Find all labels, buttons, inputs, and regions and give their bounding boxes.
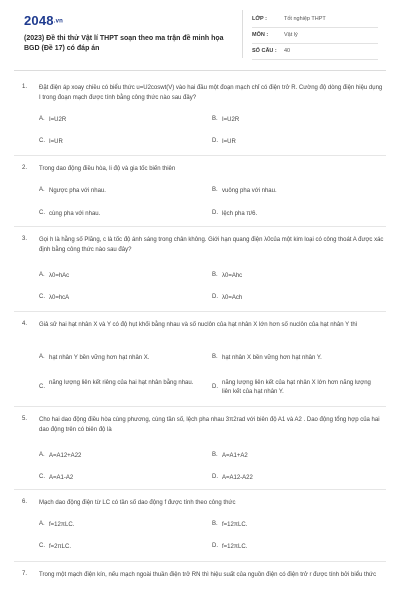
option-text: Ngược pha với nhau. xyxy=(49,188,106,194)
option-text: I=UR xyxy=(222,139,236,145)
question-number: 7. xyxy=(22,571,28,577)
option-letter: D. xyxy=(212,294,218,300)
option-text: năng lượng liên kết của hạt nhân X lớn hơn năng lượng liên kết của hạt nhân Y. xyxy=(222,380,371,395)
meta-key: LỚP : xyxy=(252,16,267,22)
option-letter: B. xyxy=(212,521,218,527)
question-stem: Gọi h là hằng số Plăng, c là tốc độ ánh sáng trong chân không. Giới hạn quang điện λ0của một kim loại có công thoát A được xác định bằng công thức nào sau đây? xyxy=(39,237,384,253)
option-text: f=12πLC. xyxy=(222,522,248,528)
header-separator xyxy=(14,70,386,71)
option-text: f=12πLC. xyxy=(222,544,248,550)
option-text: I=U2R xyxy=(49,117,67,123)
option-letter: D. xyxy=(212,474,218,480)
question-divider xyxy=(14,226,386,227)
option-text: f=2πLC. xyxy=(49,544,71,550)
header-divider xyxy=(242,10,243,58)
meta-value: 40 xyxy=(284,48,291,54)
option-text: I=U2R xyxy=(222,117,240,123)
meta-key: SỐ CÂU : xyxy=(252,48,277,54)
question-number: 3. xyxy=(22,236,28,242)
option-letter: A. xyxy=(39,452,45,458)
question-divider xyxy=(14,489,386,490)
option-text: I=UR xyxy=(49,139,63,145)
question-stem: Đặt điện áp xoay chiều có biểu thức u=U2coswt(V) vào hai đầu một đoạn mạch chỉ có điện trở R. Cường độ dòng điện hiệu dụng I trong đoạn mạch được tính bằng công thức nào sau đây? xyxy=(39,85,383,101)
question-divider xyxy=(14,406,386,407)
option-letter: A. xyxy=(39,521,45,527)
document-header xyxy=(0,0,400,64)
document-title: (2023) Đề thi thử Vật lí THPT soạn theo ma trận đề minh họa BGD (Đề 17) có đáp án xyxy=(24,35,224,52)
logo-text: 2048 xyxy=(24,13,54,28)
question-number: 6. xyxy=(22,499,28,505)
option-letter: D. xyxy=(212,543,218,549)
option-text: λ0=hAc xyxy=(49,273,70,279)
option-letter: C. xyxy=(39,384,45,390)
option-letter: C. xyxy=(39,543,45,549)
question-divider xyxy=(14,561,386,562)
option-letter: B. xyxy=(212,272,218,278)
option-letter: C. xyxy=(39,294,45,300)
question-stem: Trong một mạch điện kín, nếu mạch ngoài thuần điện trở RN thì hiệu suất của nguồn điện có điện trở r được tính bởi biểu thức xyxy=(39,572,377,578)
question-stem: Cho hai dao động điều hòa cùng phương, cùng tần số, lệch pha nhau 3π2rad với biên độ A1 và A2 . Dao động tổng hợp của hai dao động trên có biên độ là xyxy=(39,417,380,433)
option-letter: C. xyxy=(39,474,45,480)
option-text: A=A1+A2 xyxy=(222,453,248,459)
option-text: A=A1-A2 xyxy=(49,475,74,481)
option-text: vuông pha với nhau. xyxy=(222,188,277,194)
option-text: λ0=Ach xyxy=(222,295,243,301)
question-divider xyxy=(14,155,386,156)
option-letter: C. xyxy=(39,210,45,216)
question-divider xyxy=(14,311,386,312)
meta-key: MÔN : xyxy=(252,32,269,38)
option-letter: D. xyxy=(212,210,218,216)
option-text: lệch pha π/6. xyxy=(222,211,258,217)
option-letter: A. xyxy=(39,116,45,122)
question-number: 4. xyxy=(22,321,28,327)
option-letter: B. xyxy=(212,116,218,122)
meta-row-subject xyxy=(252,28,378,44)
option-letter: B. xyxy=(212,354,218,360)
option-text: λ0=hcA xyxy=(49,295,70,301)
option-text: λ0=Ahc xyxy=(222,273,243,279)
option-text: A=A12+A22 xyxy=(49,453,82,459)
option-letter: B. xyxy=(212,187,218,193)
option-text: hạt nhân X bền vững hơn hạt nhân Y. xyxy=(222,355,322,361)
option-letter: C. xyxy=(39,138,45,144)
question-stem: Giả sử hai hạt nhân X và Y có độ hụt khối bằng nhau và số nuclôn của hạt nhân X lớn hơn số nuclôn của hạt nhân Y thì xyxy=(39,322,358,328)
meta-row-class xyxy=(252,12,378,28)
option-letter: A. xyxy=(39,187,45,193)
question-number: 2. xyxy=(22,165,28,171)
site-logo[interactable] xyxy=(24,13,63,28)
meta-value: Vật lý xyxy=(284,32,298,38)
question-stem: Trong dao động điều hòa, li độ và gia tốc biến thiên xyxy=(39,166,176,172)
option-letter: B. xyxy=(212,452,218,458)
option-letter: A. xyxy=(39,354,45,360)
question-stem: Mạch dao động điện từ LC có tần số dao động f được tính theo công thức xyxy=(39,500,236,506)
option-text: cùng pha với nhau. xyxy=(49,211,101,217)
meta-row-count xyxy=(252,44,378,60)
meta-value: Tốt nghiệp THPT xyxy=(284,16,326,22)
option-text: hạt nhân Y bền vững hơn hạt nhân X. xyxy=(49,355,150,361)
option-text: năng lượng liên kết riêng của hai hạt nhân bằng nhau. xyxy=(49,380,194,386)
option-text: A=A12-A22 xyxy=(222,475,253,481)
option-text: f=12πLC. xyxy=(49,522,75,528)
option-letter: A. xyxy=(39,272,45,278)
question-number: 5. xyxy=(22,416,28,422)
option-letter: D. xyxy=(212,384,218,390)
logo-suffix: .vn xyxy=(53,18,64,25)
option-letter: D. xyxy=(212,138,218,144)
question-number: 1. xyxy=(22,84,28,90)
